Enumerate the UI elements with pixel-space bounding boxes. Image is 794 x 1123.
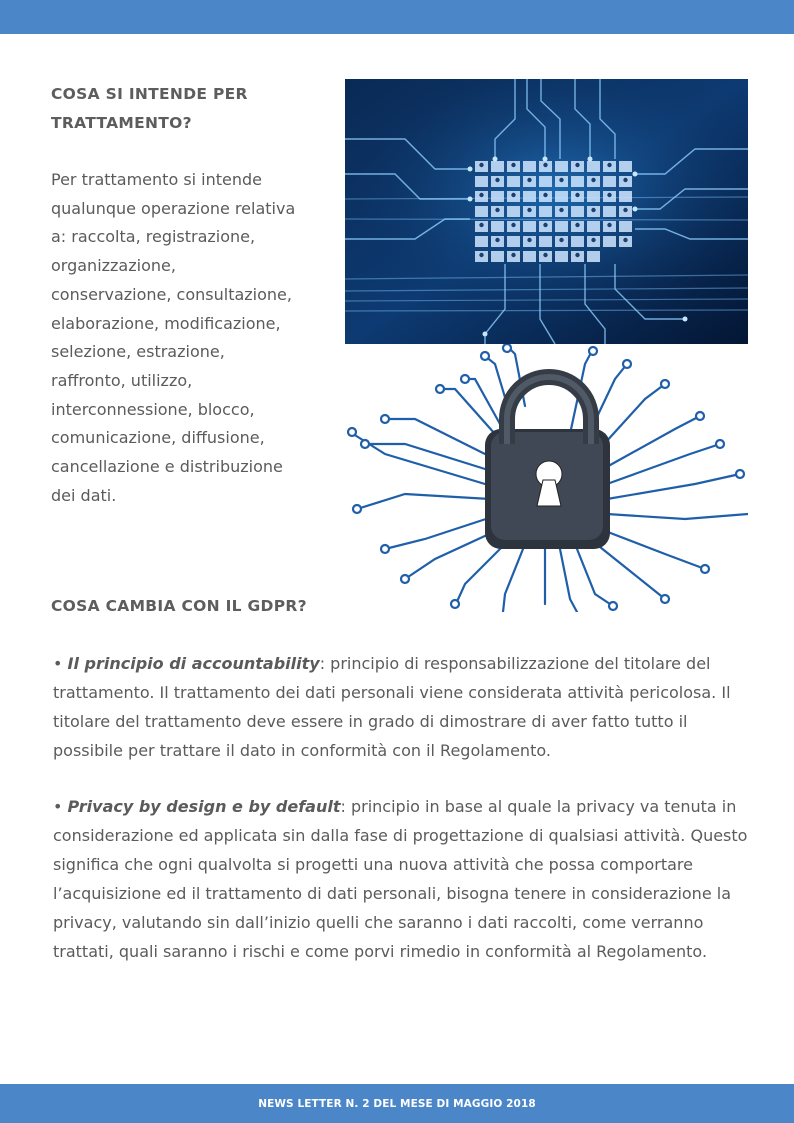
padlock-chip-image: [345, 344, 748, 612]
privacy-by-design-text: : principio in base al quale la privacy va tenuta in considerazione ed applicata sin dalla fase di progettazione di qualsiasi attività. Questo significa che ogni qualvolta si progetti una nuova attività che possa comportare l’acquisizione ed il trattamento di dati personali, bisogna tenere in considerazione la privacy, valutando sin dall’inizio quelli che saranno i dati raccolti, come verranno trattati, quali saranno i rischi e come porvi rimedio in conformità al Regolamento.: [53, 797, 748, 961]
bullet: •: [53, 797, 68, 816]
accountability-title: Il principio di accountability: [67, 654, 320, 673]
bullet: •: [53, 654, 68, 673]
footer-text: NEWS LETTER N. 2 DEL MESE DI MAGGIO 2018: [258, 1097, 536, 1110]
privacy-by-design-title: Privacy by design e by default: [67, 797, 341, 816]
top-bar: [0, 0, 794, 34]
accountability-text: : principio di responsabilizzazione del titolare del trattamento. Il trattamento dei dati personali viene considerata attività pericolosa. Il titolare del trattamento deve essere in grado di dimostrare di aver fatto tutto il possibile per trattare il dato in conformità con il Regolamento.: [53, 654, 731, 760]
section-heading-gdpr: COSA CAMBIA CON IL GDPR?: [51, 597, 307, 615]
section-heading-treatment: COSA SI INTENDE PER TRATTAMENTO?: [51, 85, 248, 132]
footer-bar: [0, 1084, 794, 1123]
privacy-by-design-paragraph: [53, 792, 753, 966]
treatment-definition-text: Per trattamento si intende qualunque operazione relativa a: raccolta, registrazione, organizzazione, conservazione, consultazione, elaborazione, modificazione, selezione, estrazione, raffronto, utilizzo, interconnessione, blocco, comunicazione, diffusione, cancellazione e distribuzione dei dati.: [51, 170, 296, 505]
digital-circuit-faces-image: [345, 79, 748, 344]
accountability-paragraph: [53, 649, 753, 765]
